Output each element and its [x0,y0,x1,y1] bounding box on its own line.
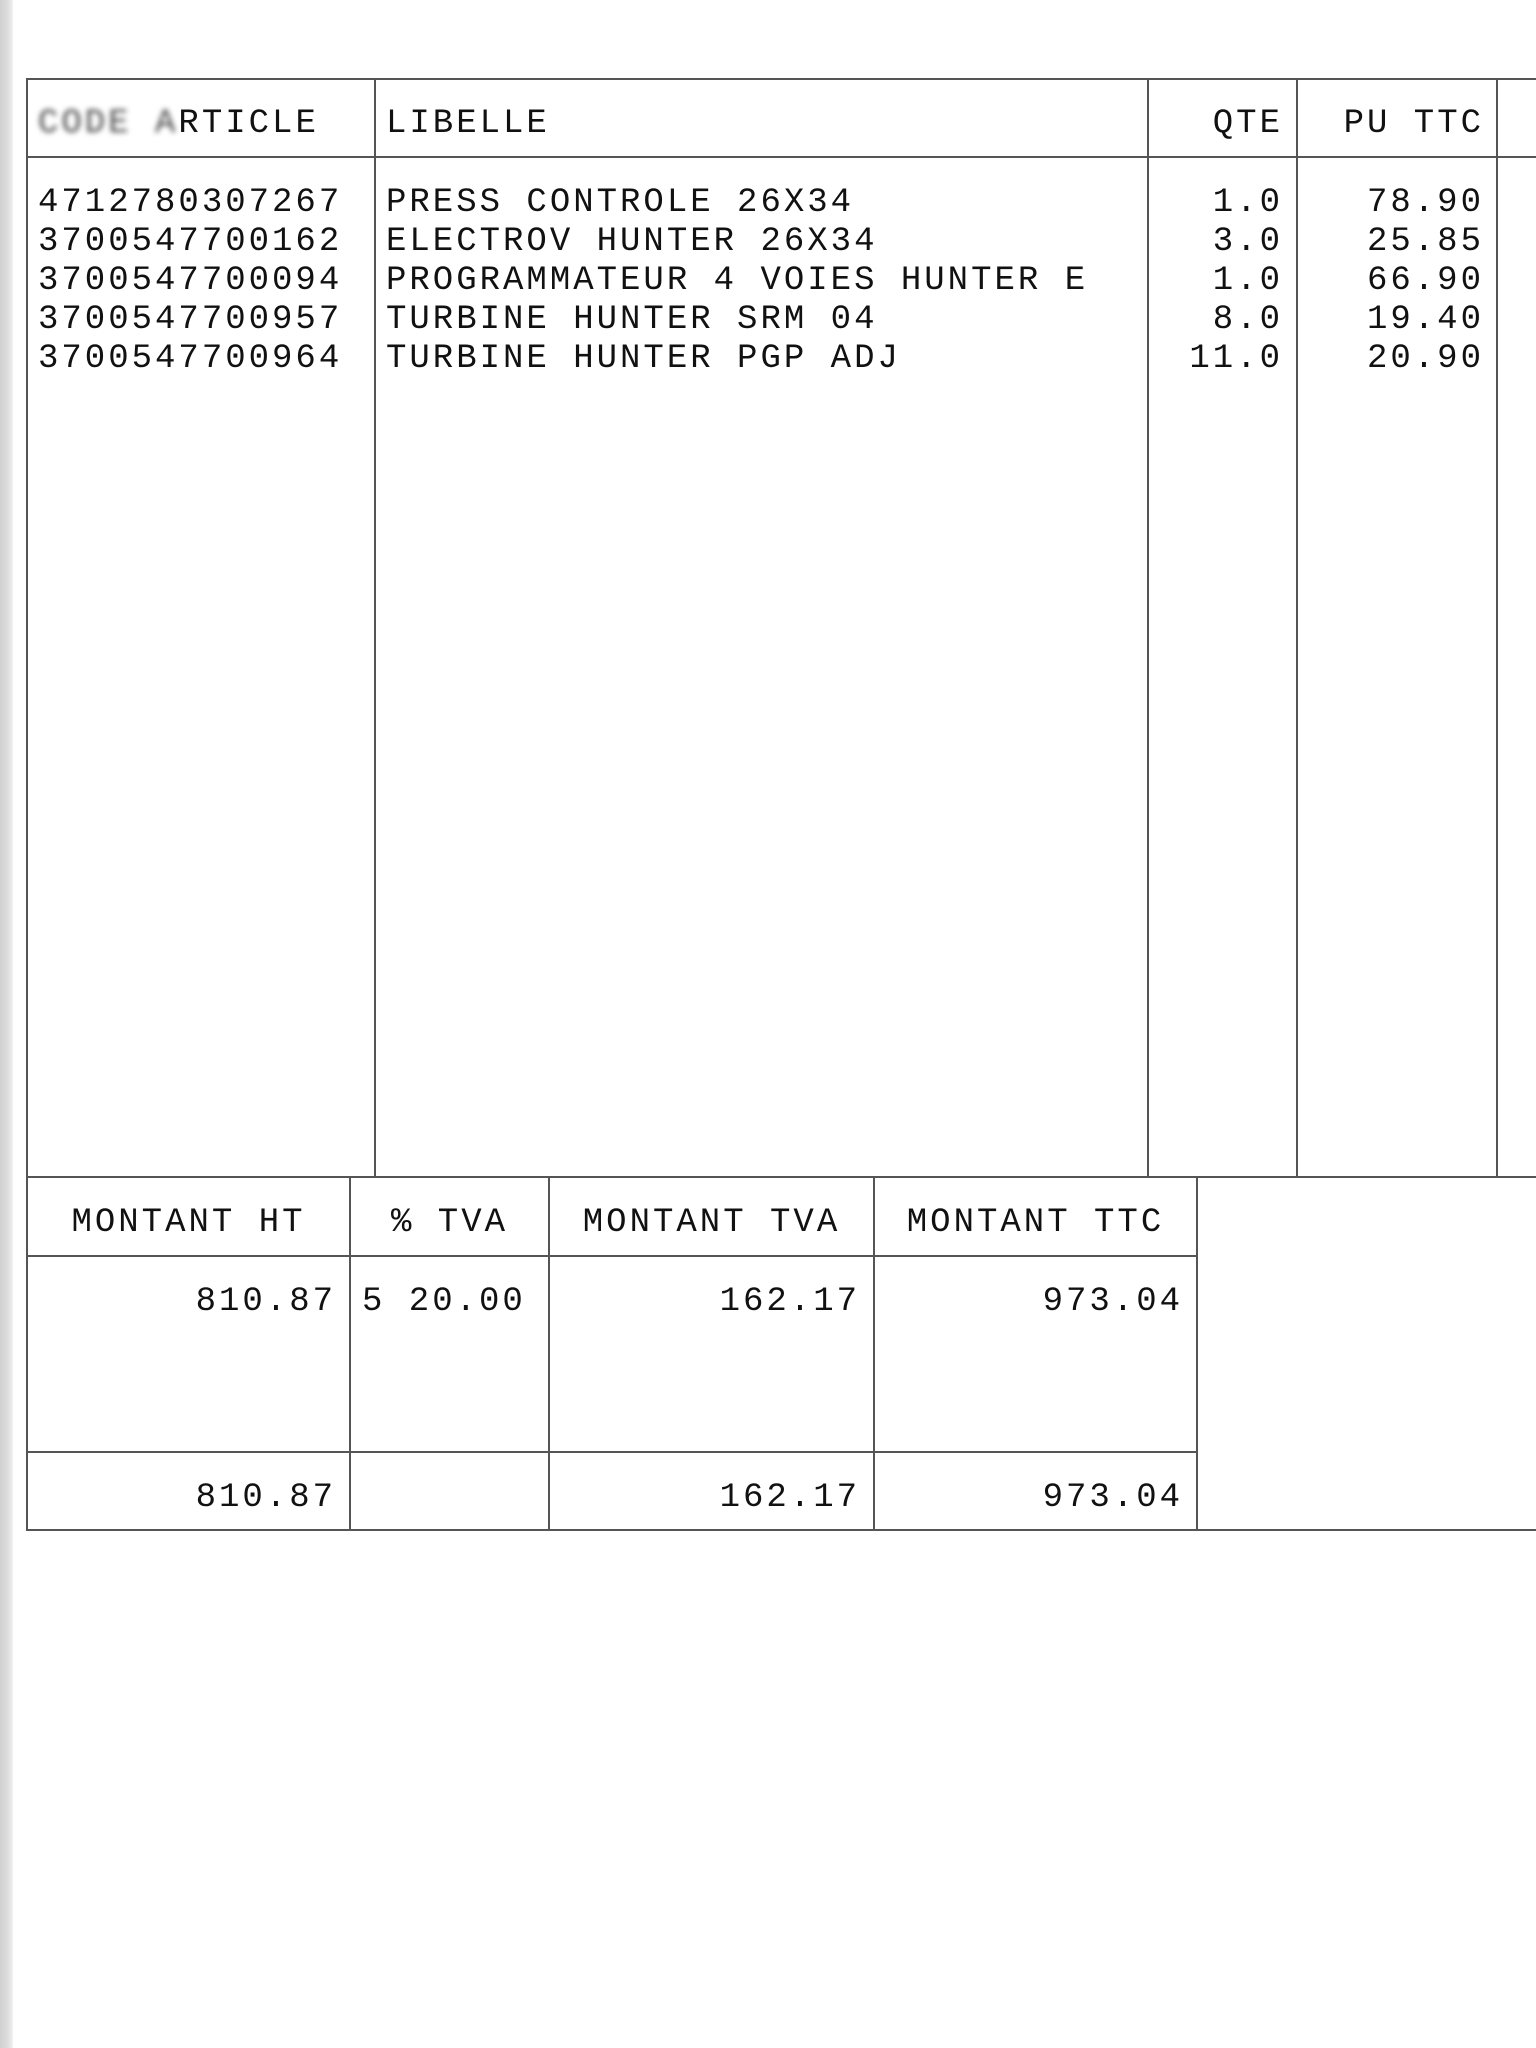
items-col-divider-qte [1296,78,1298,1178]
detail-montant-tva: 162.17 [719,1283,860,1321]
detail-montant-ttc: 973.04 [1042,1283,1183,1321]
items-table-top-border [26,78,1536,80]
header-pu-ttc: PU TTC [1343,105,1484,143]
items-table-bottom-border [26,1176,1536,1178]
header-code-article [38,104,319,144]
item-qte: 8.0 [1212,301,1283,339]
item-libelle: PROGRAMMATEUR 4 VOIES HUNTER E [386,262,1089,300]
item-libelle: ELECTROV HUNTER 26X34 [386,223,878,261]
item-code: 3700547700094 [38,262,343,300]
totals-header-divider [26,1255,1198,1257]
item-code: 3700547700162 [38,223,343,261]
items-table-header-divider [26,156,1536,158]
detail-pct-tva: 5 20.00 [362,1283,526,1321]
item-pu-ttc: 25.85 [1366,223,1484,261]
items-col-divider-pu [1496,78,1498,1178]
item-libelle: TURBINE HUNTER PGP ADJ [386,340,901,378]
item-qte: 1.0 [1212,184,1283,222]
items-col-divider-code [374,78,376,1178]
header-pct-tva: % TVA [390,1204,509,1242]
item-code: 3700547700964 [38,340,343,378]
item-pu-ttc: 66.90 [1366,262,1484,300]
items-col-divider-libelle [1147,78,1149,1178]
item-qte: 3.0 [1212,223,1283,261]
total-montant-ht: 810.87 [195,1479,336,1517]
totals-right-border [1196,1176,1198,1531]
code-header-visible-part: RTICLE [178,105,319,143]
item-pu-ttc: 20.90 [1366,340,1484,378]
code-header-obscured-part: CODE A [38,105,179,143]
page-shadow-edge [0,0,13,2048]
items-table-left-border [26,78,28,1178]
item-pu-ttc: 19.40 [1366,301,1484,339]
item-libelle: TURBINE HUNTER SRM 04 [386,301,878,339]
totals-total-divider [26,1451,1198,1453]
header-libelle: LIBELLE [386,105,550,143]
totals-bottom-border [26,1529,1536,1531]
detail-montant-ht: 810.87 [195,1283,336,1321]
item-qte: 1.0 [1212,262,1283,300]
item-qte: 11.0 [1189,340,1283,378]
header-montant-ttc: MONTANT TTC [906,1204,1165,1242]
header-montant-ht: MONTANT HT [71,1204,306,1242]
item-code: 3700547700957 [38,301,343,339]
item-libelle: PRESS CONTROLE 26X34 [386,184,855,222]
total-montant-ttc: 973.04 [1042,1479,1183,1517]
item-code: 4712780307267 [38,184,343,222]
item-pu-ttc: 78.90 [1366,184,1484,222]
total-montant-tva: 162.17 [719,1479,860,1517]
header-qte: QTE [1212,105,1283,143]
header-montant-tva: MONTANT TVA [582,1204,841,1242]
